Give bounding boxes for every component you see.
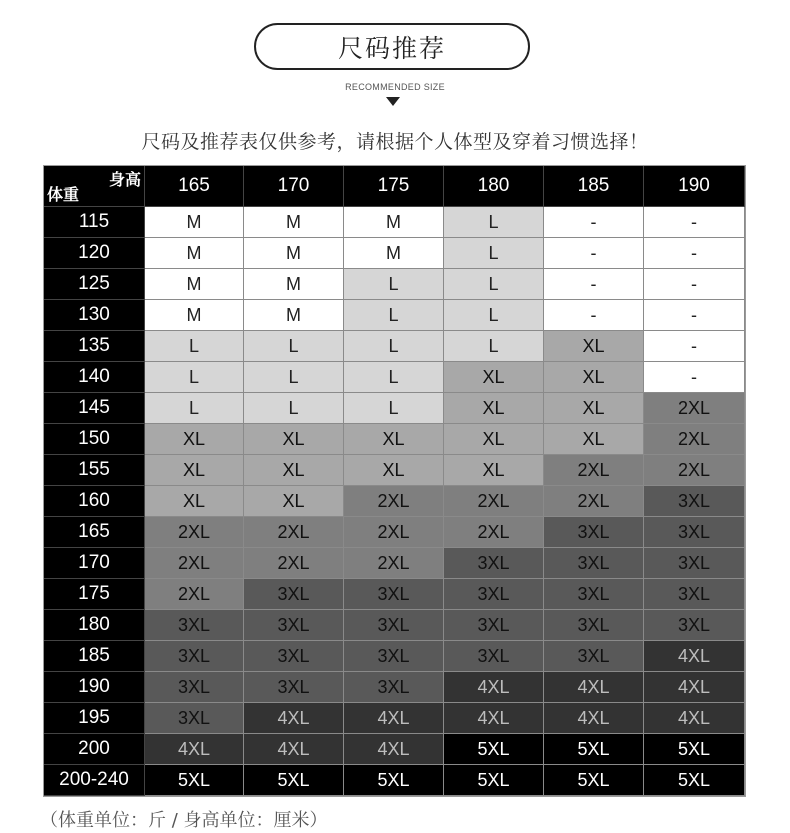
disclaimer-note: 尺码及推荐表仅供参考，请根据个人体型及穿着习惯选择！	[141, 131, 649, 153]
size-cell: 3XL	[644, 579, 745, 610]
size-cell: 3XL	[244, 610, 344, 641]
size-cell: 5XL	[544, 734, 644, 765]
size-cell: XL	[244, 424, 344, 455]
size-cell: 3XL	[544, 610, 644, 641]
size-cell: 3XL	[344, 610, 444, 641]
size-cell: 2XL	[344, 517, 444, 548]
size-cell: 4XL	[544, 672, 644, 703]
size-cell: 3XL	[644, 610, 745, 641]
size-cell: M	[145, 300, 244, 331]
size-cell: XL	[244, 455, 344, 486]
row-header-weight: 170	[44, 548, 145, 579]
size-cell: 3XL	[244, 641, 344, 672]
size-cell: 2XL	[544, 455, 644, 486]
size-cell: 3XL	[544, 641, 644, 672]
size-cell: M	[244, 207, 344, 238]
size-cell: 3XL	[344, 579, 444, 610]
size-cell: XL	[544, 424, 644, 455]
size-cell: 3XL	[145, 641, 244, 672]
size-cell: 5XL	[444, 765, 544, 796]
page-subtitle: RECOMMENDED SIZE	[345, 82, 445, 92]
size-cell: 2XL	[145, 579, 244, 610]
row-header-weight: 155	[44, 455, 145, 486]
row-header-weight: 200-240	[44, 765, 145, 796]
size-cell: -	[544, 300, 644, 331]
size-cell: 2XL	[544, 486, 644, 517]
size-cell: 3XL	[145, 610, 244, 641]
size-cell: 4XL	[344, 703, 444, 734]
size-cell: 2XL	[644, 455, 745, 486]
size-cell: 3XL	[344, 672, 444, 703]
size-cell: 2XL	[344, 548, 444, 579]
size-cell: 2XL	[145, 548, 244, 579]
row-header-weight: 150	[44, 424, 145, 455]
column-header-height: 190	[644, 166, 745, 207]
size-cell: 4XL	[444, 672, 544, 703]
table-corner-header	[44, 166, 145, 207]
row-header-weight: 130	[44, 300, 145, 331]
size-cell: L	[444, 207, 544, 238]
size-cell: 3XL	[544, 548, 644, 579]
size-cell: XL	[145, 455, 244, 486]
column-header-height: 165	[145, 166, 244, 207]
size-cell: 4XL	[344, 734, 444, 765]
size-cell: M	[145, 207, 244, 238]
row-header-weight: 190	[44, 672, 145, 703]
size-cell: XL	[444, 424, 544, 455]
size-cell: M	[145, 269, 244, 300]
size-cell: 3XL	[644, 517, 745, 548]
size-cell: -	[644, 331, 745, 362]
size-cell: -	[644, 300, 745, 331]
size-cell: L	[344, 331, 444, 362]
size-cell: 3XL	[145, 703, 244, 734]
row-header-weight: 140	[44, 362, 145, 393]
size-cell: 4XL	[544, 703, 644, 734]
size-cell: -	[644, 238, 745, 269]
column-header-height: 175	[344, 166, 444, 207]
size-cell: 3XL	[644, 548, 745, 579]
size-cell: L	[444, 269, 544, 300]
column-header-height: 185	[544, 166, 644, 207]
size-cell: -	[544, 238, 644, 269]
size-cell: 5XL	[444, 734, 544, 765]
row-header-weight: 165	[44, 517, 145, 548]
size-cell: XL	[344, 455, 444, 486]
row-header-weight: 160	[44, 486, 145, 517]
size-cell: XL	[145, 424, 244, 455]
size-cell: 4XL	[644, 672, 745, 703]
size-cell: 3XL	[244, 672, 344, 703]
size-cell: L	[145, 362, 244, 393]
row-header-weight: 120	[44, 238, 145, 269]
row-header-weight: 145	[44, 393, 145, 424]
size-cell: 3XL	[244, 579, 344, 610]
size-cell: L	[344, 393, 444, 424]
size-cell: 5XL	[145, 765, 244, 796]
size-cell: -	[544, 269, 644, 300]
size-cell: 5XL	[544, 765, 644, 796]
size-cell: 3XL	[444, 610, 544, 641]
size-cell: XL	[444, 362, 544, 393]
triangle-down-icon	[386, 97, 400, 106]
height-axis-label: 身高	[108, 170, 141, 189]
units-footnote: （体重单位：斤 / 身高单位：厘米）	[40, 810, 328, 831]
size-cell: 3XL	[344, 641, 444, 672]
size-cell: 3XL	[444, 579, 544, 610]
size-cell: L	[244, 331, 344, 362]
row-header-weight: 200	[44, 734, 145, 765]
size-cell: 3XL	[444, 641, 544, 672]
size-cell: XL	[544, 331, 644, 362]
size-cell: L	[145, 331, 244, 362]
size-cell: 3XL	[644, 486, 745, 517]
size-cell: 2XL	[644, 393, 745, 424]
size-cell: 4XL	[644, 703, 745, 734]
size-cell: 4XL	[145, 734, 244, 765]
size-cell: 3XL	[145, 672, 244, 703]
size-cell: 2XL	[644, 424, 745, 455]
page-title: 尺码推荐	[254, 23, 530, 70]
size-cell: XL	[444, 393, 544, 424]
size-cell: XL	[344, 424, 444, 455]
size-cell: L	[444, 238, 544, 269]
size-cell: 4XL	[244, 703, 344, 734]
size-cell: XL	[544, 362, 644, 393]
size-cell: M	[244, 238, 344, 269]
row-header-weight: 185	[44, 641, 145, 672]
size-cell: XL	[444, 455, 544, 486]
size-cell: M	[244, 269, 344, 300]
size-cell: 3XL	[544, 579, 644, 610]
size-cell: M	[344, 207, 444, 238]
size-cell: L	[145, 393, 244, 424]
size-cell: -	[644, 269, 745, 300]
size-cell: L	[244, 362, 344, 393]
size-cell: L	[344, 300, 444, 331]
size-cell: M	[344, 238, 444, 269]
size-cell: L	[344, 269, 444, 300]
row-header-weight: 180	[44, 610, 145, 641]
row-header-weight: 175	[44, 579, 145, 610]
size-cell: 5XL	[644, 734, 745, 765]
size-cell: 4XL	[244, 734, 344, 765]
size-cell: -	[544, 207, 644, 238]
size-cell: 4XL	[444, 703, 544, 734]
column-header-height: 170	[244, 166, 344, 207]
size-cell: L	[444, 300, 544, 331]
size-cell: M	[145, 238, 244, 269]
size-cell: 3XL	[544, 517, 644, 548]
size-cell: 2XL	[244, 548, 344, 579]
size-cell: 4XL	[644, 641, 745, 672]
size-cell: 3XL	[444, 548, 544, 579]
size-cell: 5XL	[344, 765, 444, 796]
size-cell: -	[644, 207, 745, 238]
size-cell: XL	[244, 486, 344, 517]
row-header-weight: 135	[44, 331, 145, 362]
size-chart-table	[43, 165, 746, 797]
size-cell: 2XL	[344, 486, 444, 517]
size-cell: 5XL	[244, 765, 344, 796]
size-cell: XL	[544, 393, 644, 424]
size-cell: 2XL	[145, 517, 244, 548]
size-cell: 2XL	[444, 486, 544, 517]
size-cell: L	[344, 362, 444, 393]
column-header-height: 180	[444, 166, 544, 207]
row-header-weight: 125	[44, 269, 145, 300]
size-cell: 2XL	[244, 517, 344, 548]
row-header-weight: 195	[44, 703, 145, 734]
row-header-weight: 115	[44, 207, 145, 238]
size-cell: M	[244, 300, 344, 331]
size-cell: -	[644, 362, 745, 393]
size-cell: L	[244, 393, 344, 424]
size-cell: L	[444, 331, 544, 362]
weight-axis-label: 体重	[47, 185, 80, 204]
size-cell: XL	[145, 486, 244, 517]
size-cell: 5XL	[644, 765, 745, 796]
size-cell: 2XL	[444, 517, 544, 548]
